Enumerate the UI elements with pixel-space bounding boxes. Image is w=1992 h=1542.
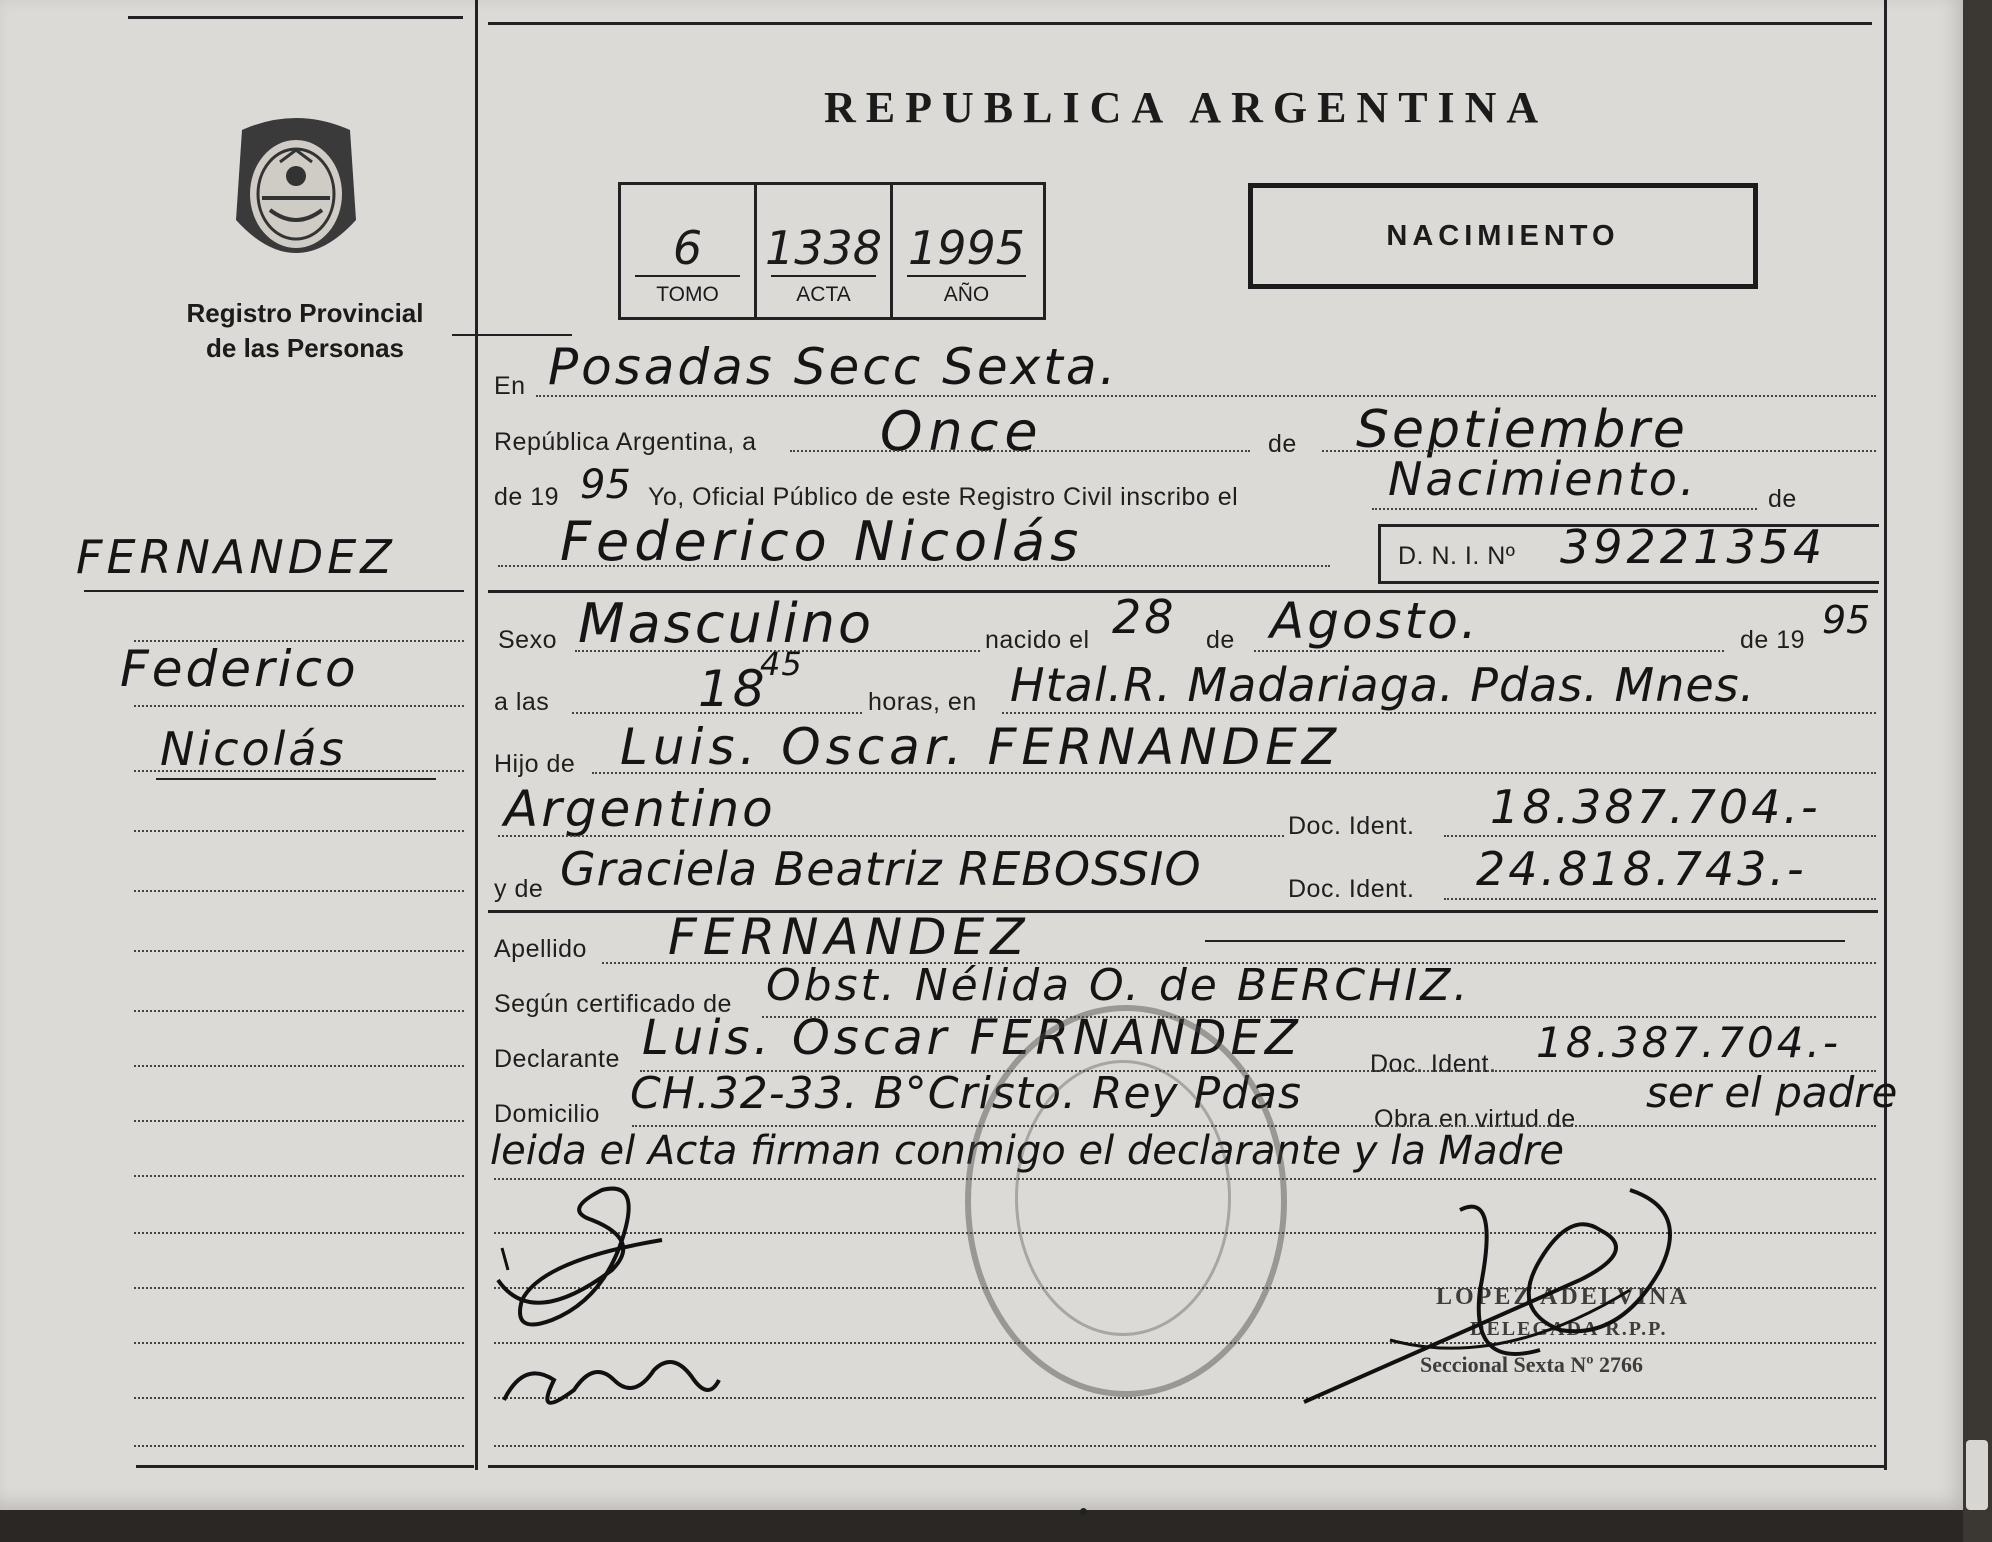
margin-line (134, 950, 464, 952)
line-acto (1372, 508, 1757, 510)
label-de19: de 19 (494, 483, 560, 511)
ano-cell (893, 185, 1040, 317)
margin-line (134, 1445, 464, 1447)
margin-line (134, 705, 464, 707)
value-domicilio: CH.32-33. B°Cristo. Rey Pdas (630, 1068, 1302, 1119)
label-declarante-doc: Doc. Ident. (1370, 1050, 1497, 1078)
line-en (536, 395, 1876, 397)
value-hora-min: 45 (760, 645, 803, 683)
column-divider (475, 0, 478, 1470)
value-declarante: Luis. Oscar FERNANDEZ (642, 1010, 1302, 1066)
label-nacido: nacido el (985, 626, 1090, 654)
line-padre (592, 772, 1876, 774)
official-signature (1300, 1170, 1720, 1420)
value-dia: Once (880, 400, 1044, 463)
ano-value: 1995 (907, 221, 1026, 275)
official-office-stamp: Seccional Sexta Nº 2766 (1420, 1352, 1643, 1377)
margin-surname: FERNANDEZ (76, 530, 396, 584)
margin-line (134, 1232, 464, 1234)
value-mes: Septiembre (1356, 400, 1688, 460)
provincial-coat-of-arms-icon (222, 110, 370, 274)
value-obra: ser el padre (1646, 1068, 1898, 1117)
bottom-rule-right (488, 1465, 1886, 1468)
top-rule-right (488, 22, 1872, 25)
value-lugar: Posadas Secc Sexta. (548, 338, 1119, 396)
record-type: NACIMIENTO (1386, 219, 1620, 252)
value-lugar-nac: Htal.R. Madariaga. Pdas. Mnes. (1010, 658, 1756, 712)
official-title-stamp: DELEGADA R.P.P. (1470, 1318, 1668, 1340)
value-leida: leida el Acta firman conmigo el declarante y la Madre (490, 1128, 1565, 1174)
record-type-box (1248, 183, 1758, 289)
label-sexo: Sexo (498, 626, 557, 654)
registry-name (170, 296, 440, 366)
value-hora: 18 (698, 660, 768, 718)
margin-line (134, 1120, 464, 1122)
binding-edge (1963, 0, 1992, 1542)
label-dni: D. N. I. Nº (1398, 542, 1516, 570)
value-madre: Graciela Beatriz REBOSSIO (560, 842, 1202, 896)
top-rule-left (128, 16, 463, 19)
margin-line (134, 830, 464, 832)
value-dni: 39221354 (1560, 520, 1827, 574)
label-madre-doc: Doc. Ident. (1288, 875, 1415, 903)
acta-underline (771, 275, 876, 277)
tomo-label: TOMO (656, 283, 719, 306)
margin-given-rule (156, 778, 436, 780)
label-apellido: Apellido (494, 935, 587, 963)
value-padre-nac: Argentino (504, 780, 776, 838)
value-nac-mes: Agosto. (1270, 592, 1480, 650)
value-certificado: Obst. Nélida O. de BERCHIZ. (766, 960, 1471, 1011)
acta-box (618, 182, 1046, 320)
acta-value: 1338 (764, 221, 883, 275)
bottom-rule-left (136, 1465, 474, 1468)
right-border (1884, 0, 1887, 1470)
value-declarante-doc: 18.387.704.- (1536, 1018, 1841, 1067)
label-domicilio: Domicilio (494, 1100, 600, 1128)
label-horas: horas, en (868, 688, 977, 716)
label-obra: Obra en virtud de (1374, 1105, 1576, 1133)
registry-line2: de las Personas (206, 333, 404, 363)
label-en: En (494, 372, 526, 400)
value-madre-doc: 24.818.743.- (1476, 842, 1807, 896)
line-padre-doc (1444, 835, 1876, 837)
ano-underline (907, 275, 1026, 277)
margin-given2: Nicolás (160, 722, 347, 776)
ano-label: AÑO (943, 283, 990, 306)
line-madre-doc (1444, 898, 1876, 900)
declarant-signature (492, 1180, 712, 1350)
value-padre-doc: 18.387.704.- (1490, 780, 1821, 834)
value-nombre: Federico Nicolás (560, 510, 1084, 573)
line-nombre (498, 565, 1330, 567)
label-padre-doc: Doc. Ident. (1288, 812, 1415, 840)
tomo-underline (635, 275, 740, 277)
margin-line (134, 640, 464, 642)
country-title: REPUBLICA ARGENTINA (824, 83, 1549, 132)
label-nac-de: de (1206, 626, 1235, 654)
margin-line (134, 1342, 464, 1344)
line-dia (790, 450, 1250, 452)
official-name-stamp: LOPEZ ADELVINA (1436, 1284, 1690, 1310)
margin-line (134, 770, 464, 772)
acta-label: ACTA (796, 283, 851, 306)
label-declarante: Declarante (494, 1045, 620, 1073)
label-hijo: Hijo de (494, 750, 576, 778)
line-nac-mes (1254, 650, 1724, 652)
value-apellido: FERNANDEZ (668, 908, 1031, 966)
label-republica: República Argentina, a (494, 428, 757, 456)
label-alas: a las (494, 688, 550, 716)
value-nac-ano: 95 (1822, 598, 1871, 642)
line-padre-nac (498, 835, 1284, 837)
official-seal-inner (1015, 1060, 1231, 1336)
tomo-value: 6 (672, 221, 703, 275)
margin-given1: Federico (120, 640, 359, 698)
margin-line (134, 1175, 464, 1177)
margin-line (134, 890, 464, 892)
value-nac-dia: 28 (1112, 590, 1177, 644)
en-top-stroke (452, 334, 572, 336)
margin-surname-rule (84, 590, 464, 592)
label-segun: Según certificado de (494, 990, 732, 1018)
label-de: de (1268, 430, 1297, 458)
tomo-cell (621, 185, 757, 317)
label-de-acto: de (1768, 485, 1797, 513)
margin-line (134, 1397, 464, 1399)
value-ano: 95 (580, 462, 631, 508)
margin-line (134, 1010, 464, 1012)
label-yo: Yo, Oficial Público de este Registro Civil inscribo el (648, 483, 1239, 511)
line-lugar-nac (1002, 712, 1876, 714)
page-dot (1080, 1508, 1087, 1515)
apellido-strike (1205, 940, 1845, 942)
registry-line1: Registro Provincial (186, 298, 424, 328)
blank-line (494, 1445, 1876, 1447)
value-padre: Luis. Oscar. FERNANDEZ (620, 718, 1342, 776)
margin-line (134, 1065, 464, 1067)
value-sexo: Masculino (578, 592, 874, 655)
mother-signature (494, 1340, 724, 1420)
margin-line (134, 1287, 464, 1289)
value-acto: Nacimiento. (1388, 452, 1698, 506)
line-hora (572, 712, 862, 714)
binding-ring (1966, 1440, 1988, 1510)
acta-cell (757, 185, 893, 317)
label-nac-de19: de 19 (1740, 626, 1806, 654)
label-yde: y de (494, 875, 544, 903)
